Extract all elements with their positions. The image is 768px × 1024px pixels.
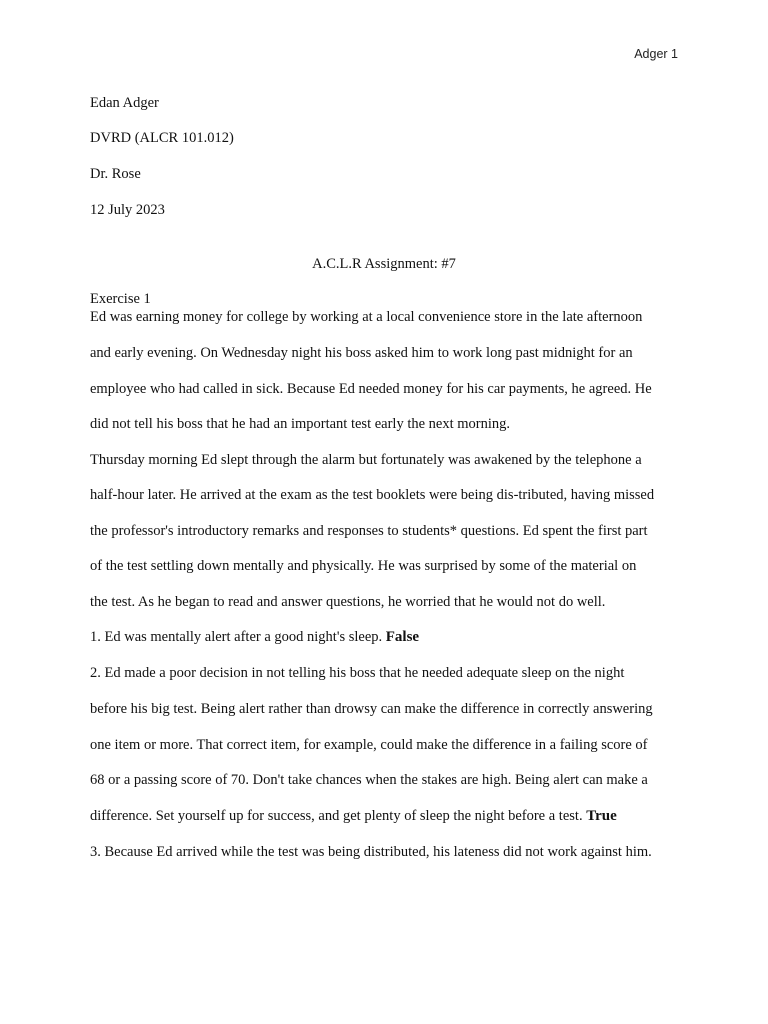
instructor-name: Dr. Rose bbox=[90, 166, 141, 182]
question-2-last-line bbox=[90, 807, 617, 825]
document-date: 12 July 2023 bbox=[90, 202, 165, 218]
question-2-text: difference. Set yourself up for success, and get plenty of sleep the night before a test. bbox=[90, 808, 583, 824]
course-name: DVRD (ALCR 101.012) bbox=[90, 130, 234, 146]
paragraph-line: the test. As he began to read and answer questions, he worried that he would not do well. bbox=[90, 594, 606, 610]
question-2-line: one item or more. That correct item, for example, could make the difference in a failing score of bbox=[90, 737, 648, 753]
exercise-label: Exercise 1 bbox=[90, 291, 151, 307]
running-head: Adger 1 bbox=[634, 47, 678, 61]
paragraph-line: employee who had called in sick. Because Ed needed money for his car payments, he agreed. He bbox=[90, 381, 652, 397]
question-3: 3. Because Ed arrived while the test was being distributed, his lateness did not work against him. bbox=[90, 844, 652, 860]
paragraph-line: did not tell his boss that he had an important test early the next morning. bbox=[90, 416, 511, 432]
paragraph-line: Thursday morning Ed slept through the alarm but fortunately was awakened by the telephone a bbox=[90, 452, 642, 468]
question-2-line: before his big test. Being alert rather than drowsy can make the difference in correctly answering bbox=[90, 701, 653, 717]
paragraph-line: half-hour later. He arrived at the exam as the test booklets were being dis-tributed, having missed bbox=[90, 487, 655, 503]
document-title: A.C.L.R Assignment: #7 bbox=[312, 256, 456, 272]
question-1 bbox=[90, 628, 419, 646]
question-2-line: 68 or a passing score of 70. Don't take chances when the stakes are high. Being alert can make a bbox=[90, 772, 648, 788]
student-name: Edan Adger bbox=[90, 95, 159, 111]
paragraph-line: Ed was earning money for college by working at a local convenience store in the late afternoon bbox=[90, 309, 643, 325]
paragraph-line: of the test settling down mentally and physically. He was surprised by some of the material on bbox=[90, 558, 637, 574]
question-1-text: 1. Ed was mentally alert after a good night's sleep. bbox=[90, 629, 383, 645]
question-2-answer: True bbox=[586, 808, 617, 824]
paragraph-line: and early evening. On Wednesday night his boss asked him to work long past midnight for an bbox=[90, 345, 633, 361]
question-1-answer: False bbox=[385, 629, 420, 645]
question-2-line: 2. Ed made a poor decision in not telling his boss that he needed adequate sleep on the night bbox=[90, 665, 625, 681]
paragraph-line: the professor's introductory remarks and responses to students* questions. Ed spent the first part bbox=[90, 523, 648, 539]
